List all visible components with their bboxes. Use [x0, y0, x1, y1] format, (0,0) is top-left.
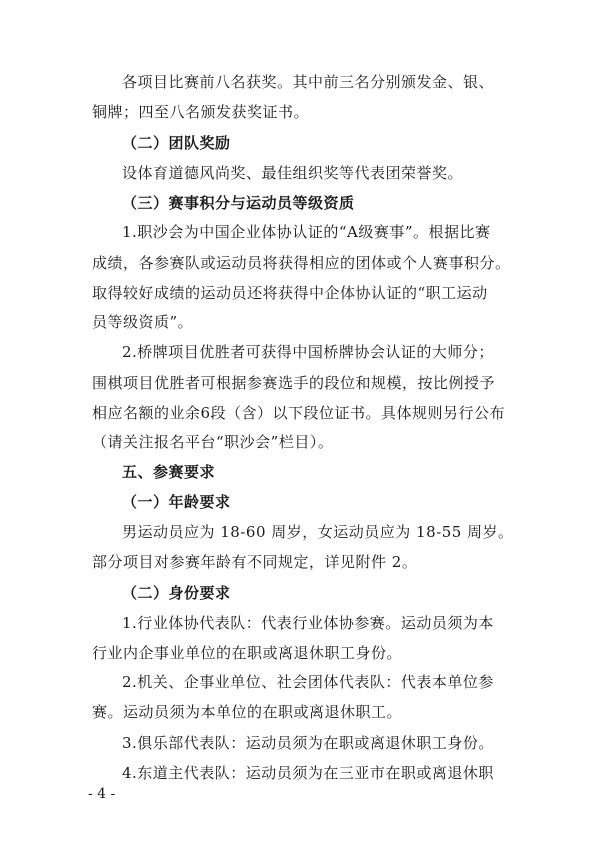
- paragraph-line: （请关注报名平台“职沙会”栏目）。: [92, 433, 334, 451]
- subsection-heading: （一）年龄要求: [122, 493, 231, 511]
- section-heading: 五、参赛要求: [122, 463, 216, 481]
- paragraph-line: 2.桥牌项目优胜者可获得中国桥牌协会认证的大师分；: [122, 343, 494, 361]
- paragraph-line: 男运动员应为 18-60 周岁，女运动员应为 18-55 周岁。: [122, 523, 514, 541]
- paragraph-line: 4.东道主代表队：运动员须为在三亚市在职或离退休职: [122, 764, 494, 782]
- paragraph-line: 部分项目对参赛年龄有不同规定，详见附件 2。: [92, 553, 418, 571]
- paragraph-line: 2.机关、企事业单位、社会团体代表队：代表本单位参: [122, 673, 494, 691]
- paragraph-line: 各项目比赛前八名获奖。其中前三名分别颁发金、银、: [122, 73, 495, 91]
- subsection-heading: （二）身份要求: [122, 584, 231, 602]
- paragraph-line: 围棋项目优胜者可根据参赛选手的段位和规模，按比例授予: [92, 374, 496, 392]
- paragraph-line: 1.职沙会为中国企业体协认证的“A级赛事”。根据比赛: [122, 223, 491, 241]
- paragraph-line: 1.行业体协代表队：代表行业体协参赛。运动员须为本: [122, 614, 494, 632]
- page-number: - 4 -: [88, 786, 116, 802]
- paragraph-line: 设体育道德风尚奖、最佳组织奖等代表团荣誉奖。: [122, 164, 464, 182]
- paragraph-line: 铜牌；四至八名颁发获奖证书。: [92, 103, 310, 121]
- paragraph-line: 取得较好成绩的运动员还将获得中企体协认证的“职工运动: [92, 284, 488, 302]
- paragraph-line: 成绩，各参赛队或运动员将获得相应的团体或个人赛事积分。: [92, 254, 511, 272]
- paragraph-line: 3.俱乐部代表队：运动员须为在职或离退休职工身份。: [122, 734, 494, 752]
- paragraph-line: 相应名额的业余6段（含）以下段位证书。具体规则另行公布: [92, 404, 506, 422]
- subsection-heading: （三）赛事积分与运动员等级资质: [122, 194, 355, 212]
- paragraph-line: 员等级资质”。: [92, 313, 194, 331]
- subsection-heading: （二）团队奖励: [122, 134, 231, 152]
- paragraph-line: 行业内企事业单位的在职或离退休职工身份。: [92, 644, 403, 662]
- paragraph-line: 赛。运动员须为本单位的在职或离退休职工。: [92, 703, 403, 721]
